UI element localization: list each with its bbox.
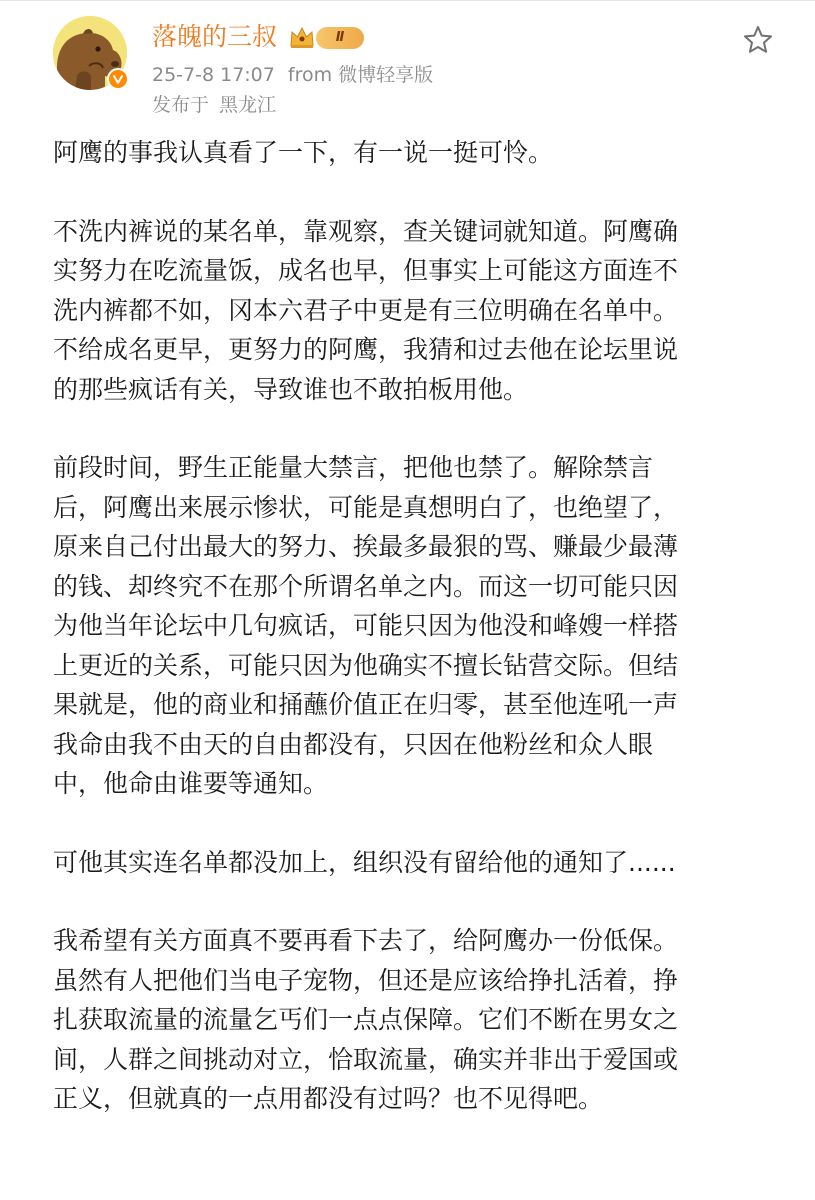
post-meta xyxy=(152,62,446,88)
post-header xyxy=(0,0,815,130)
post-source[interactable]: from 微博轻享版 xyxy=(287,64,434,86)
post-body xyxy=(53,133,773,1119)
post-paragraph: 阿鹰的事我认真看了一下，有一说一挺可怜。 xyxy=(53,138,554,167)
post-paragraph: 我希望有关方面真不要再看下去了，给阿鹰办一份低保。 虽然有人把他们当电子宠物，但还是应该给挣扎活着，挣 扎获取流量的流量乞丐们一点点保障。它们不断在男女之 间，人群之间挑动对立，恰取流量，确实并非出于爱国或 正义，但就真的一点用都没有过吗？也不见得吧。 xyxy=(53,926,679,1113)
post-paragraph: 可他其实连名单都没加上，组织没有留给他的通知了...... xyxy=(53,847,676,877)
post-timestamp: 25-7-8 17:07 xyxy=(152,64,275,86)
post-paragraph: 前段时间，野生正能量大禁言，把他也禁了。解除禁言 后，阿鹰出来展示惨状，可能是真想明白了，也绝望了， 原来自己付出最大的努力、挨最多最狠的骂、赚最少最薄 的钱、却终究不在那个所谓名单之内。而这一切可能只因 为他当年论坛中几句疯话，可能只因为他没和峰嫂一样搭 上更近的关系，可能只因为他确实不擅长钻营交际。但结 果就是，他的商业和捅蘸价值正在归零，甚至他连吼一声 我命由我不由天的自由都没有，只因在他粉丝和众人眼 中，他命由谁要等通知。 xyxy=(53,453,679,798)
post-paragraph: 不洗内裤说的某名单，靠观察，查关键词就知道。阿鹰确 实努力在吃流量饭，成名也早，但事实上可能这方面连不 洗内裤都不如，冈本六君子中更是有三位明确在名单中。 不给成名更早，更努力的阿鹰，我猜和过去他在论坛里说 的那些疯话有关，导致谁也不敢拍板用他。 xyxy=(53,216,679,404)
author-name[interactable]: 落魄的三叔 xyxy=(152,22,278,51)
verified-badge-icon xyxy=(107,68,129,90)
favorite-star-icon[interactable] xyxy=(742,24,774,56)
post-location xyxy=(152,92,286,118)
location-value: 黑龙江 xyxy=(219,94,277,116)
level-badge[interactable]: Ⅱ xyxy=(316,27,364,49)
location-label: 发布于 xyxy=(152,94,210,116)
crown-icon xyxy=(289,24,315,50)
